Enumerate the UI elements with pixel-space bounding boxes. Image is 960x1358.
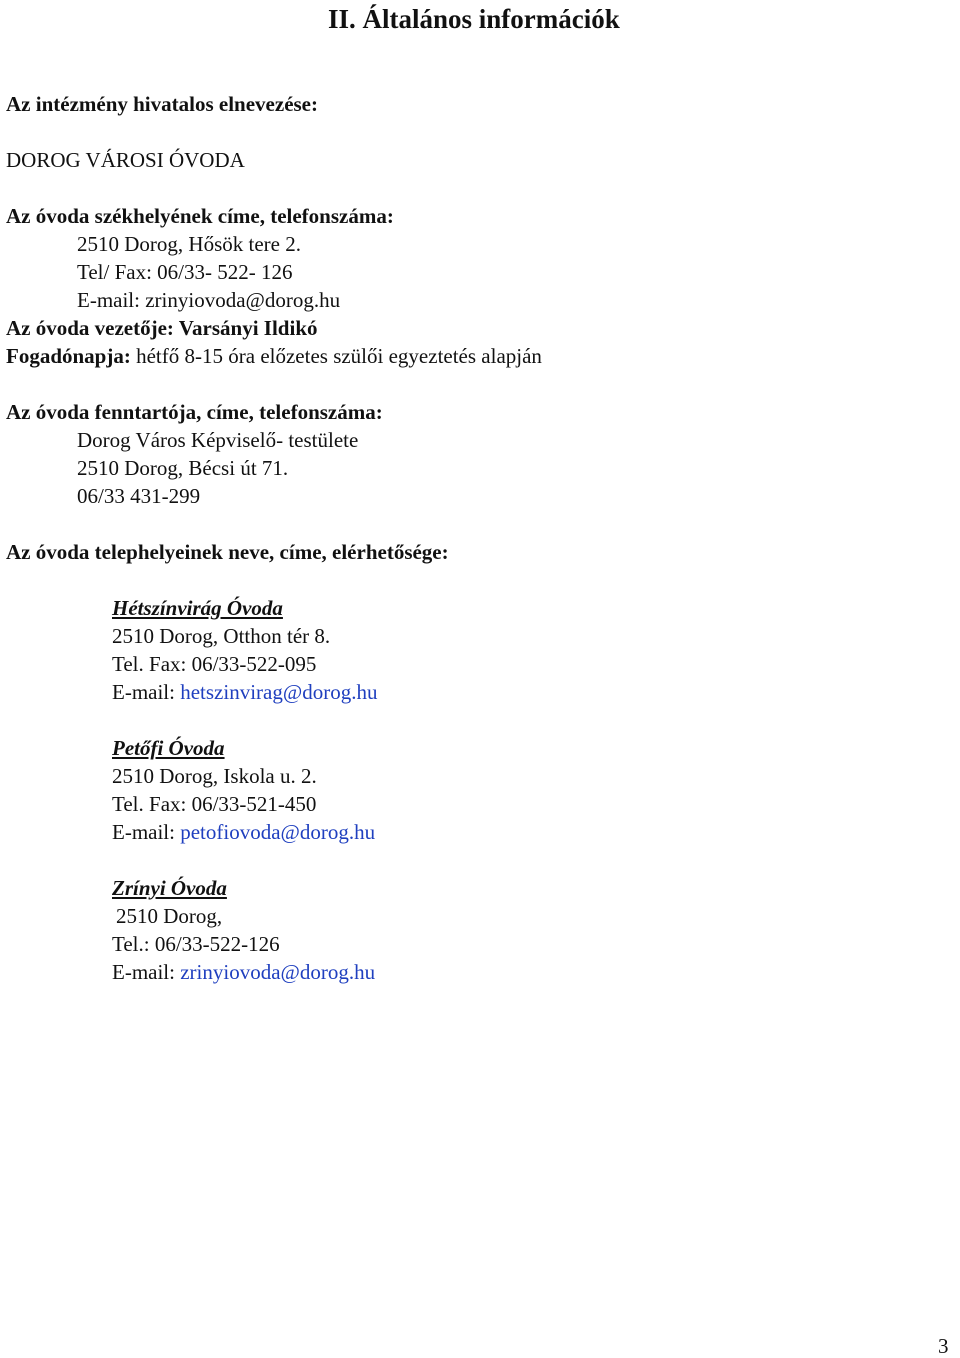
reception-value: hétfő 8-15 óra előzetes szülői egyeztetés alapján (130, 344, 542, 368)
page-number: 3 (938, 1334, 949, 1358)
headquarters-address: 2510 Dorog, Hősök tere 2. (77, 232, 301, 256)
site-telfax: Tel.: 06/33-522-126 (112, 932, 280, 956)
headquarters-telfax: Tel/ Fax: 06/33- 522- 126 (77, 260, 293, 284)
official-name-value: DOROG VÁROSI ÓVODA (6, 148, 245, 172)
reception-label: Fogadónapja: (6, 344, 131, 368)
site-name: Hétszínvirág Óvoda (112, 596, 283, 620)
headquarters-heading: Az óvoda székhelyének címe, telefonszáma: (6, 204, 394, 228)
site-name: Petőfi Óvoda (112, 736, 225, 760)
site-telfax: Tel. Fax: 06/33-521-450 (112, 792, 317, 816)
official-name-heading: Az intézmény hivatalos elnevezése: (6, 92, 318, 116)
leader-line: Az óvoda vezetője: Varsányi Ildikó (6, 316, 318, 340)
maintainer-name: Dorog Város Képviselő- testülete (77, 428, 359, 452)
site-email-link[interactable]: hetszinvirag@dorog.hu (180, 680, 378, 704)
sites-heading: Az óvoda telephelyeinek neve, címe, elérhetősége: (6, 540, 449, 564)
maintainer-heading: Az óvoda fenntartója, címe, telefonszáma: (6, 400, 383, 424)
site-address: 2510 Dorog, Iskola u. 2. (112, 764, 317, 788)
site-email-label: E-mail: (112, 960, 181, 984)
site-name: Zrínyi Óvoda (112, 876, 227, 900)
site-telfax: Tel. Fax: 06/33-522-095 (112, 652, 317, 676)
maintainer-phone: 06/33 431-299 (77, 484, 201, 508)
reception-line (6, 346, 542, 367)
site-address: 2510 Dorog, Otthon tér 8. (112, 624, 331, 648)
site-email-line (112, 682, 377, 703)
page-title: II. Általános információk (328, 4, 620, 34)
site-email-label: E-mail: (112, 820, 181, 844)
site-email-link[interactable]: zrinyiovoda@dorog.hu (180, 960, 376, 984)
site-email-link[interactable]: petofiovoda@dorog.hu (180, 820, 376, 844)
headquarters-email: E-mail: zrinyiovoda@dorog.hu (77, 288, 341, 312)
site-email-line (112, 822, 375, 843)
site-email-label: E-mail: (112, 680, 181, 704)
site-email-line (112, 962, 375, 983)
site-address: 2510 Dorog, (116, 904, 223, 928)
maintainer-address: 2510 Dorog, Bécsi út 71. (77, 456, 289, 480)
